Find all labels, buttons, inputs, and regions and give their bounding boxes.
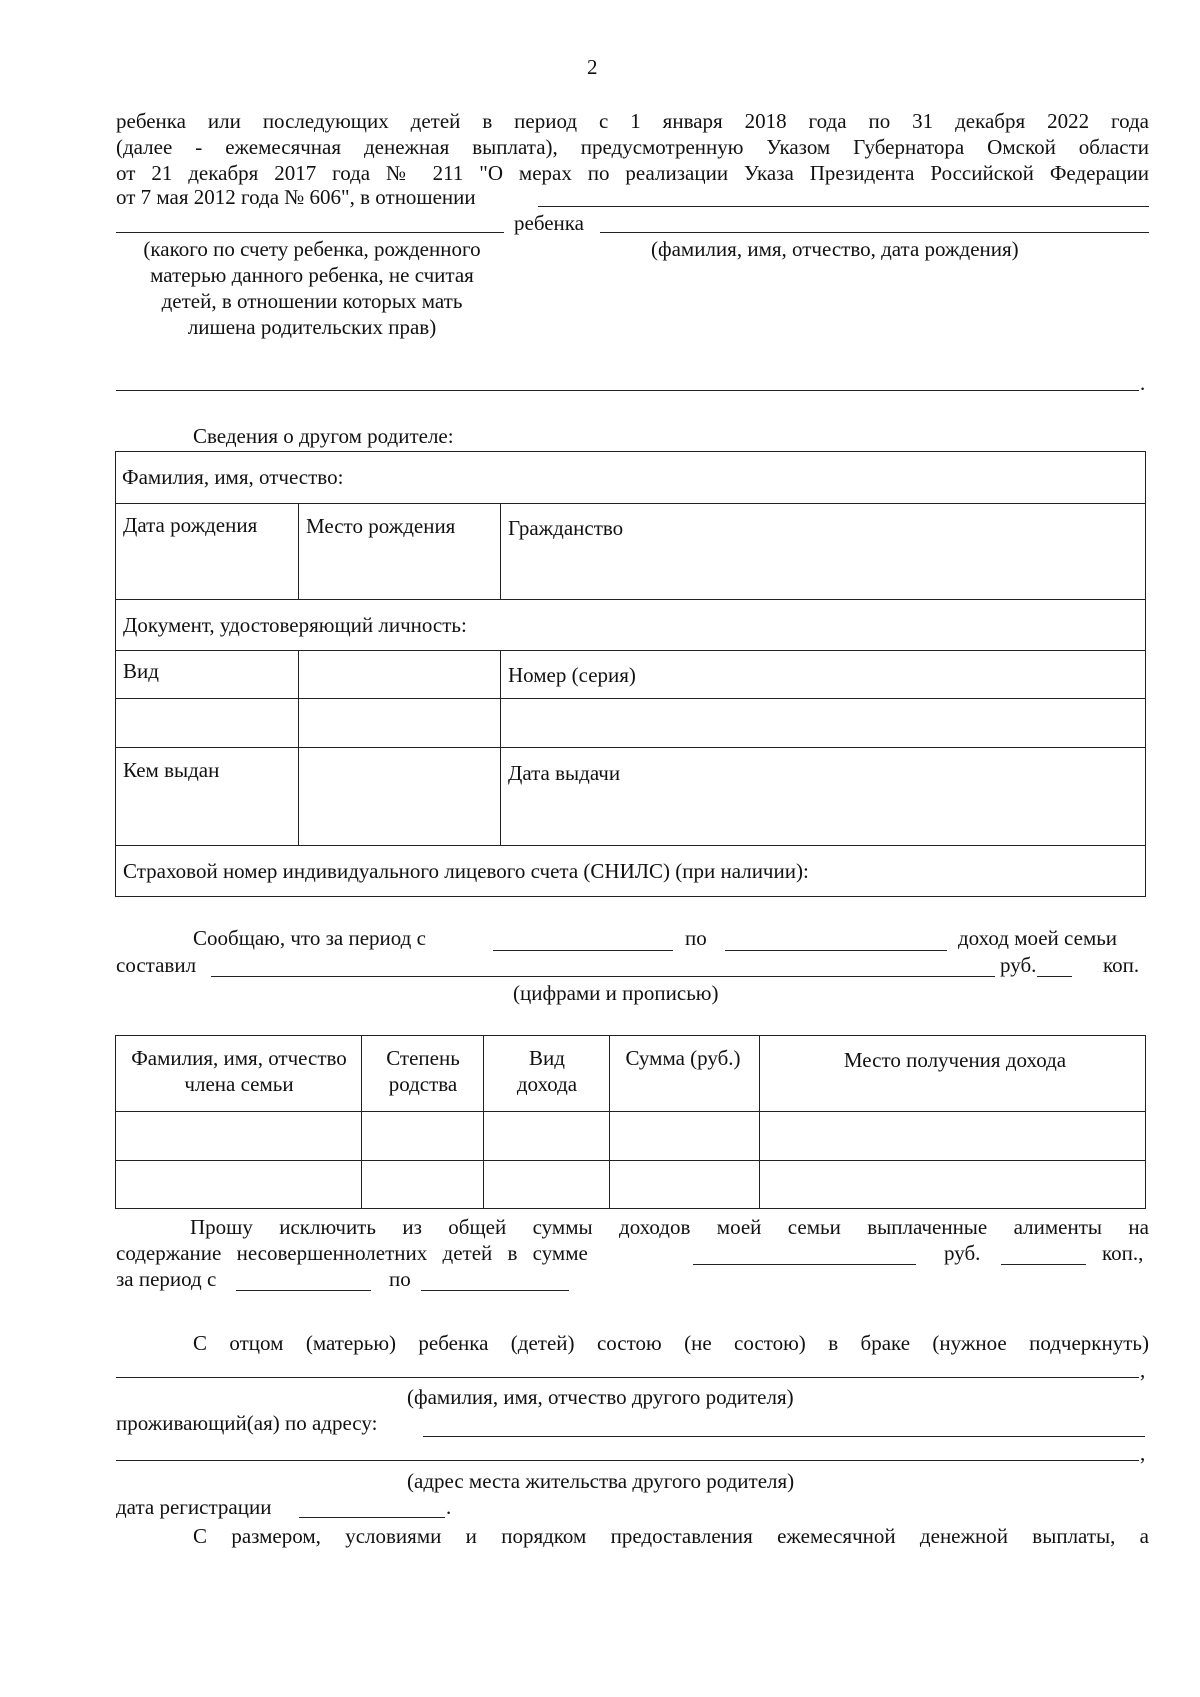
alimony-from-blank[interactable] <box>236 1290 371 1291</box>
address-hint: (адрес места жительства другого родителя) <box>407 1469 795 1493</box>
alimony-sum-blank[interactable] <box>693 1264 916 1265</box>
col-header-amount: Сумма (руб.) <box>625 1046 741 1070</box>
income-family-label: доход моей семьи <box>958 926 1118 950</box>
intro-line-3: от 21 декабря 2017 года № 211 "О мерах по реализации Указа Президента Российской Федерации <box>116 161 1149 185</box>
document-kind-label: Вид <box>123 659 159 683</box>
relation-blank[interactable] <box>538 206 1149 207</box>
income-kop-blank[interactable] <box>1037 976 1072 977</box>
income-kop-label: коп. <box>1103 953 1140 977</box>
other-parent-heading: Сведения о другом родителе: <box>193 424 454 448</box>
number-series-label: Номер (серия) <box>508 663 636 687</box>
issued-by-label: Кем выдан <box>123 758 220 782</box>
col-header-fio: Фамилия, имя, отчество члена семьи <box>131 1046 347 1096</box>
registration-end-period: . <box>446 1495 452 1519</box>
col-header-income-type: Вид дохода <box>516 1046 578 1096</box>
child-order-blank[interactable] <box>116 232 504 233</box>
alimony-period-to: по <box>389 1267 411 1291</box>
col-header-relation: Степень родства <box>386 1046 460 1096</box>
birth-place-label: Место рождения <box>306 514 456 538</box>
registration-date-blank[interactable] <box>299 1517 445 1518</box>
alimony-period-from: за период с <box>116 1267 217 1291</box>
intro-line-2: (далее - ежемесячная денежная выплата), предусмотренную Указом Губернатора Омской области <box>116 135 1149 159</box>
child-fio-hint: (фамилия, имя, отчество, дата рождения) <box>651 237 1019 261</box>
child-word: ребенка <box>514 211 584 235</box>
alimony-kop-blank[interactable] <box>1001 1264 1086 1265</box>
marriage-line: С отцом (матерью) ребенка (детей) состою (не состою) в браке (нужное подчеркнуть) <box>193 1331 1149 1355</box>
income-sum-hint: (цифрами и прописью) <box>513 981 719 1005</box>
income-total-label: составил <box>116 953 197 977</box>
other-parent-fio-blank[interactable] <box>116 1377 1139 1378</box>
col-header-income-place: Место получения дохода <box>843 1048 1067 1072</box>
citizenship-label: Гражданство <box>508 516 624 540</box>
page-number: 2 <box>587 55 598 79</box>
conditions-line: С размером, условиями и порядком предоставления ежемесячной денежной выплаты, а <box>193 1524 1149 1548</box>
alimony-kop-label: коп., <box>1102 1241 1144 1265</box>
intro-end-period: . <box>1140 371 1146 395</box>
other-parent-fio-hint: (фамилия, имя, отчество другого родителя) <box>407 1385 794 1409</box>
child-order-hint: (какого по счету ребенка, рожденного матерью данного ребенка, не считая детей, в отношении которых мать лишена родительских прав) <box>143 237 481 339</box>
marriage-comma-1: , <box>1140 1358 1146 1382</box>
income-to-blank[interactable] <box>725 950 947 951</box>
address-label: проживающий(ая) по адресу: <box>116 1411 378 1435</box>
income-rub-label: руб. <box>1000 953 1037 977</box>
address-blank-1[interactable] <box>423 1436 1145 1437</box>
alimony-rub-label: руб. <box>944 1241 981 1265</box>
alimony-line-2: содержание несовершеннолетних детей в сумме <box>116 1241 588 1265</box>
alimony-line-1: Прошу исключить из общей суммы доходов моей семьи выплаченные алименты на <box>190 1215 1149 1239</box>
address-blank-2[interactable] <box>116 1460 1139 1461</box>
alimony-to-blank[interactable] <box>421 1290 569 1291</box>
id-document-label: Документ, удостоверяющий личность: <box>123 613 467 637</box>
income-sum-blank[interactable] <box>211 976 995 977</box>
intro-line-4: от 7 мая 2012 года № 606", в отношении <box>116 185 476 209</box>
income-period-from: Сообщаю, что за период с <box>193 926 426 950</box>
fio-label: Фамилия, имя, отчество: <box>122 465 344 489</box>
issue-date-label: Дата выдачи <box>508 761 621 785</box>
income-period-to: по <box>685 926 707 950</box>
intro-line-1: ребенка или последующих детей в период с 1 января 2018 года по 31 декабря 2022 года <box>116 109 1149 133</box>
marriage-comma-2: , <box>1140 1441 1146 1465</box>
registration-date-label: дата регистрации <box>116 1495 272 1519</box>
child-fio-blank[interactable] <box>600 232 1149 233</box>
income-from-blank[interactable] <box>493 950 673 951</box>
snils-label: Страховой номер индивидуального лицевого счета (СНИЛС) (при наличии): <box>123 859 809 883</box>
birth-date-label: Дата рождения <box>123 513 258 537</box>
extra-blank[interactable] <box>116 390 1139 391</box>
